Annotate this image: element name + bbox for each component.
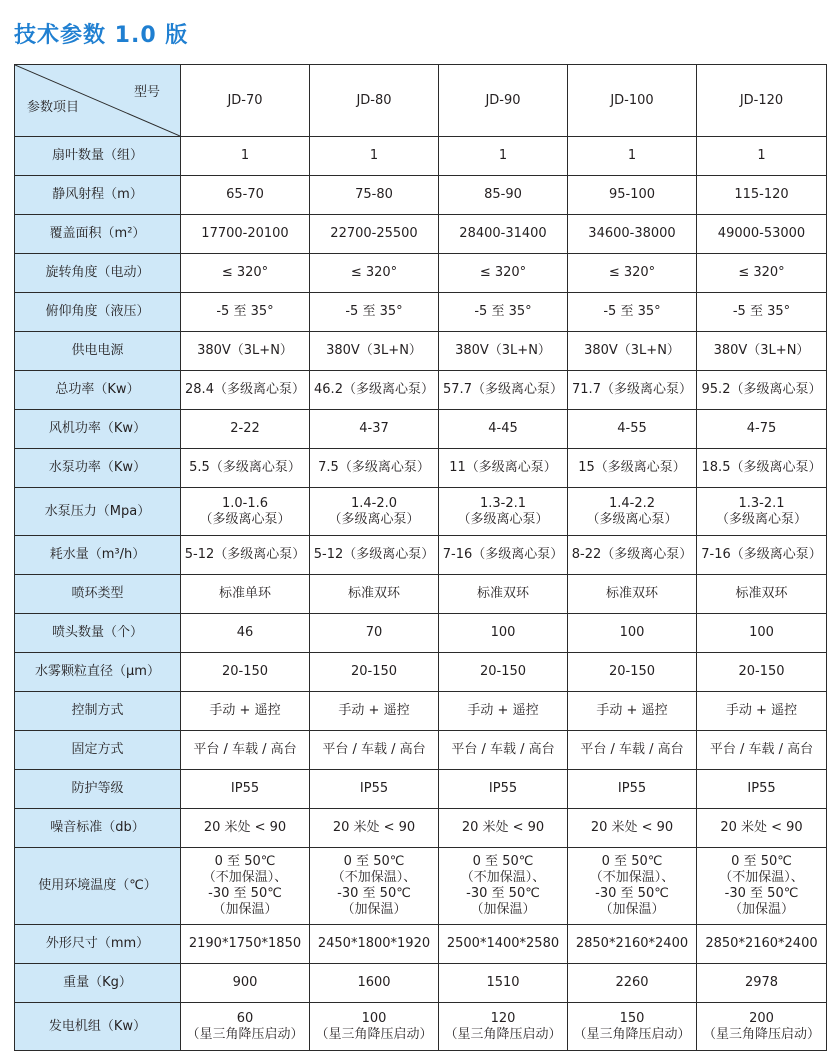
value-cell: IP55	[568, 770, 697, 809]
value-line: （加保温）	[341, 902, 407, 917]
table-row	[15, 254, 827, 293]
value-line: （多级离心泵）	[328, 511, 420, 527]
value-cell	[697, 848, 827, 925]
value-cell: 平台 / 车载 / 高台	[568, 731, 697, 770]
value-cell: 2260	[568, 964, 697, 1003]
value-cell: 95.2（多级离心泵）	[697, 371, 827, 410]
value-cell: 20-150	[697, 653, 827, 692]
table-row	[15, 137, 827, 176]
value-cell: 1	[439, 137, 568, 176]
value-line: （加保温）	[212, 902, 278, 917]
value-cell: 100	[568, 614, 697, 653]
value-cell: 380V（3L+N）	[439, 332, 568, 371]
value-cell: 20 米处 < 90	[697, 809, 827, 848]
table-row	[15, 536, 827, 575]
value-cell: 7.5（多级离心泵）	[310, 449, 439, 488]
spec-table	[14, 64, 827, 1051]
table-row	[15, 925, 827, 964]
table-row	[15, 964, 827, 1003]
value-cell: 手动 + 遥控	[568, 692, 697, 731]
value-cell: 标准双环	[439, 575, 568, 614]
value-cell: 85-90	[439, 176, 568, 215]
table-row	[15, 449, 827, 488]
value-cell: ≤ 320°	[697, 254, 827, 293]
value-cell	[310, 488, 439, 536]
value-cell	[439, 848, 568, 925]
param-label-cell: 供电电源	[15, 332, 181, 371]
value-cell: 手动 + 遥控	[439, 692, 568, 731]
value-cell: 平台 / 车载 / 高台	[439, 731, 568, 770]
value-cell: 20-150	[181, 653, 310, 692]
value-cell: 20-150	[310, 653, 439, 692]
table-row	[15, 848, 827, 925]
model-header-cell: JD-70	[181, 65, 310, 137]
value-cell	[181, 488, 310, 536]
table-row	[15, 809, 827, 848]
value-cell: 1	[310, 137, 439, 176]
value-cell: 1	[697, 137, 827, 176]
value-cell: 5.5（多级离心泵）	[181, 449, 310, 488]
value-cell: 20-150	[568, 653, 697, 692]
table-row	[15, 653, 827, 692]
value-line: （不加保温）、	[331, 870, 417, 885]
value-cell: ≤ 320°	[439, 254, 568, 293]
value-line: 200	[749, 1010, 774, 1026]
model-header-cell: JD-90	[439, 65, 568, 137]
model-header-cell: JD-120	[697, 65, 827, 137]
param-label-cell: 覆盖面积（m²）	[15, 215, 181, 254]
value-cell	[568, 488, 697, 536]
value-cell: 20-150	[439, 653, 568, 692]
value-cell	[439, 1003, 568, 1051]
value-cell: 4-75	[697, 410, 827, 449]
value-cell: IP55	[439, 770, 568, 809]
value-line: （不加保温）、	[589, 870, 675, 885]
value-cell: 4-37	[310, 410, 439, 449]
model-header-cell: JD-80	[310, 65, 439, 137]
value-line: 0 至 50℃	[601, 854, 663, 869]
param-label-cell: 静风射程（m）	[15, 176, 181, 215]
param-label-cell: 防护等级	[15, 770, 181, 809]
value-line: -30 至 50℃	[208, 886, 282, 901]
table-row	[15, 293, 827, 332]
value-line: 0 至 50℃	[472, 854, 534, 869]
param-label-cell: 喷头数量（个）	[15, 614, 181, 653]
value-cell: 手动 + 遥控	[310, 692, 439, 731]
value-cell: IP55	[310, 770, 439, 809]
value-line: （多级离心泵）	[457, 511, 549, 527]
value-cell: ≤ 320°	[310, 254, 439, 293]
value-cell: 95-100	[568, 176, 697, 215]
value-cell: 4-45	[439, 410, 568, 449]
table-row	[15, 575, 827, 614]
value-cell: 22700-25500	[310, 215, 439, 254]
value-cell	[568, 848, 697, 925]
table-row	[15, 176, 827, 215]
value-line: 1.3-2.1	[738, 495, 785, 511]
value-cell	[181, 1003, 310, 1051]
value-cell: ≤ 320°	[181, 254, 310, 293]
param-label-cell: 旋转角度（电动）	[15, 254, 181, 293]
param-label-cell: 总功率（Kw）	[15, 371, 181, 410]
value-line: -30 至 50℃	[724, 886, 799, 901]
value-line: （星三角降压启动）	[186, 1026, 304, 1042]
param-label-cell: 水泵功率（Kw）	[15, 449, 181, 488]
value-line: （星三角降压启动）	[702, 1026, 820, 1042]
value-cell: 20 米处 < 90	[181, 809, 310, 848]
value-line: （多级离心泵）	[715, 511, 807, 527]
value-cell: 2850*2160*2400	[697, 925, 827, 964]
value-cell: 46.2（多级离心泵）	[310, 371, 439, 410]
value-cell: -5 至 35°	[310, 293, 439, 332]
value-cell: 平台 / 车载 / 高台	[310, 731, 439, 770]
value-cell: 49000-53000	[697, 215, 827, 254]
value-cell	[697, 488, 827, 536]
value-line: （多级离心泵）	[199, 511, 291, 527]
value-cell: 11（多级离心泵）	[439, 449, 568, 488]
value-cell: 380V（3L+N）	[568, 332, 697, 371]
value-cell: 46	[181, 614, 310, 653]
table-row	[15, 770, 827, 809]
value-cell: 平台 / 车载 / 高台	[697, 731, 827, 770]
value-cell: 标准双环	[568, 575, 697, 614]
value-cell	[181, 848, 310, 925]
value-line: -30 至 50℃	[337, 886, 411, 901]
value-cell: 5-12（多级离心泵）	[181, 536, 310, 575]
param-label-cell: 水雾颗粒直径（μm）	[15, 653, 181, 692]
value-cell: ≤ 320°	[568, 254, 697, 293]
value-cell: 34600-38000	[568, 215, 697, 254]
value-cell: 平台 / 车载 / 高台	[181, 731, 310, 770]
value-cell: 7-16（多级离心泵）	[439, 536, 568, 575]
value-cell: 标准双环	[310, 575, 439, 614]
value-cell: 标准双环	[697, 575, 827, 614]
value-line: 60	[236, 1010, 254, 1026]
value-cell: 57.7（多级离心泵）	[439, 371, 568, 410]
value-line: -30 至 50℃	[466, 886, 540, 901]
value-cell: 115-120	[697, 176, 827, 215]
value-cell: 18.5（多级离心泵）	[697, 449, 827, 488]
value-cell: 7-16（多级离心泵）	[697, 536, 827, 575]
value-line: 0 至 50℃	[214, 854, 276, 869]
value-cell: -5 至 35°	[439, 293, 568, 332]
value-cell: 28400-31400	[439, 215, 568, 254]
value-line: 1.4-2.2	[608, 495, 656, 511]
param-label-cell: 耗水量（m³/h）	[15, 536, 181, 575]
page-title: 技术参数 1.0 版	[14, 23, 189, 48]
value-cell: 20 米处 < 90	[568, 809, 697, 848]
param-label-cell: 喷环类型	[15, 575, 181, 614]
value-cell: 28.4（多级离心泵）	[181, 371, 310, 410]
value-cell	[439, 488, 568, 536]
param-label-cell: 重量（Kg）	[15, 964, 181, 1003]
value-cell: 20 米处 < 90	[439, 809, 568, 848]
table-row	[15, 692, 827, 731]
param-label-cell: 俯仰角度（液压）	[15, 293, 181, 332]
value-cell: 380V（3L+N）	[697, 332, 827, 371]
value-cell: 手动 + 遥控	[181, 692, 310, 731]
param-label-cell: 噪音标准（db）	[15, 809, 181, 848]
value-cell: 2450*1800*1920	[310, 925, 439, 964]
value-cell: 2500*1400*2580	[439, 925, 568, 964]
param-label-cell: 使用环境温度（℃）	[15, 848, 181, 925]
corner-header-cell	[15, 65, 181, 137]
value-cell: 100	[439, 614, 568, 653]
value-line: （星三角降压启动）	[573, 1026, 691, 1042]
value-cell: 1	[568, 137, 697, 176]
value-cell: 2190*1750*1850	[181, 925, 310, 964]
value-cell: 17700-20100	[181, 215, 310, 254]
value-cell	[568, 1003, 697, 1051]
value-cell: 1510	[439, 964, 568, 1003]
value-cell	[310, 848, 439, 925]
value-line: （多级离心泵）	[586, 511, 678, 527]
value-line: 100	[361, 1010, 387, 1026]
value-cell: IP55	[697, 770, 827, 809]
value-line: （不加保温）、	[202, 870, 288, 885]
value-line: （星三角降压启动）	[315, 1026, 433, 1042]
param-label-cell: 外形尺寸（mm）	[15, 925, 181, 964]
model-header-cell: JD-100	[568, 65, 697, 137]
value-line: （加保温）	[470, 902, 536, 917]
param-label-cell: 扇叶数量（组）	[15, 137, 181, 176]
value-line: 150	[619, 1010, 645, 1026]
value-line: 120	[490, 1010, 516, 1026]
corner-top-label: 型号	[133, 85, 160, 100]
value-line: （星三角降压启动）	[444, 1026, 562, 1042]
value-line: 1.4-2.0	[350, 495, 398, 511]
table-row	[15, 488, 827, 536]
value-cell: 380V（3L+N）	[181, 332, 310, 371]
value-line: 1.3-2.1	[479, 495, 527, 511]
value-line: （不加保温）、	[460, 870, 546, 885]
value-cell: 75-80	[310, 176, 439, 215]
value-cell: 1	[181, 137, 310, 176]
table-row	[15, 614, 827, 653]
value-cell: -5 至 35°	[181, 293, 310, 332]
param-label-cell: 固定方式	[15, 731, 181, 770]
header-row	[15, 65, 827, 137]
value-cell: 71.7（多级离心泵）	[568, 371, 697, 410]
value-cell: 65-70	[181, 176, 310, 215]
value-line: 1.0-1.6	[221, 495, 269, 511]
corner-bottom-label: 参数项目	[27, 100, 80, 115]
value-cell: 2-22	[181, 410, 310, 449]
value-cell	[310, 1003, 439, 1051]
value-line: （加保温）	[728, 902, 794, 917]
value-cell: 4-55	[568, 410, 697, 449]
table-row	[15, 731, 827, 770]
value-cell: 5-12（多级离心泵）	[310, 536, 439, 575]
table-row	[15, 332, 827, 371]
value-cell: 2978	[697, 964, 827, 1003]
value-line: 0 至 50℃	[343, 854, 405, 869]
value-line: -30 至 50℃	[595, 886, 669, 901]
value-cell: 100	[697, 614, 827, 653]
value-line: 0 至 50℃	[731, 854, 792, 869]
table-row	[15, 410, 827, 449]
value-line: （不加保温）、	[719, 870, 804, 885]
value-cell: 1600	[310, 964, 439, 1003]
table-row	[15, 1003, 827, 1051]
value-cell: -5 至 35°	[568, 293, 697, 332]
value-cell: 900	[181, 964, 310, 1003]
value-cell: 标准单环	[181, 575, 310, 614]
value-cell	[697, 1003, 827, 1051]
param-label-cell: 控制方式	[15, 692, 181, 731]
value-cell: 15（多级离心泵）	[568, 449, 697, 488]
table-row	[15, 371, 827, 410]
value-cell: 2850*2160*2400	[568, 925, 697, 964]
value-line: （加保温）	[599, 902, 665, 917]
value-cell: 70	[310, 614, 439, 653]
value-cell: 手动 + 遥控	[697, 692, 827, 731]
value-cell: 20 米处 < 90	[310, 809, 439, 848]
param-label-cell: 发电机组（Kw）	[15, 1003, 181, 1051]
param-label-cell: 水泵压力（Mpa）	[15, 488, 181, 536]
table-row	[15, 215, 827, 254]
value-cell: -5 至 35°	[697, 293, 827, 332]
value-cell: IP55	[181, 770, 310, 809]
value-cell: 8-22（多级离心泵）	[568, 536, 697, 575]
value-cell: 380V（3L+N）	[310, 332, 439, 371]
param-label-cell: 风机功率（Kw）	[15, 410, 181, 449]
